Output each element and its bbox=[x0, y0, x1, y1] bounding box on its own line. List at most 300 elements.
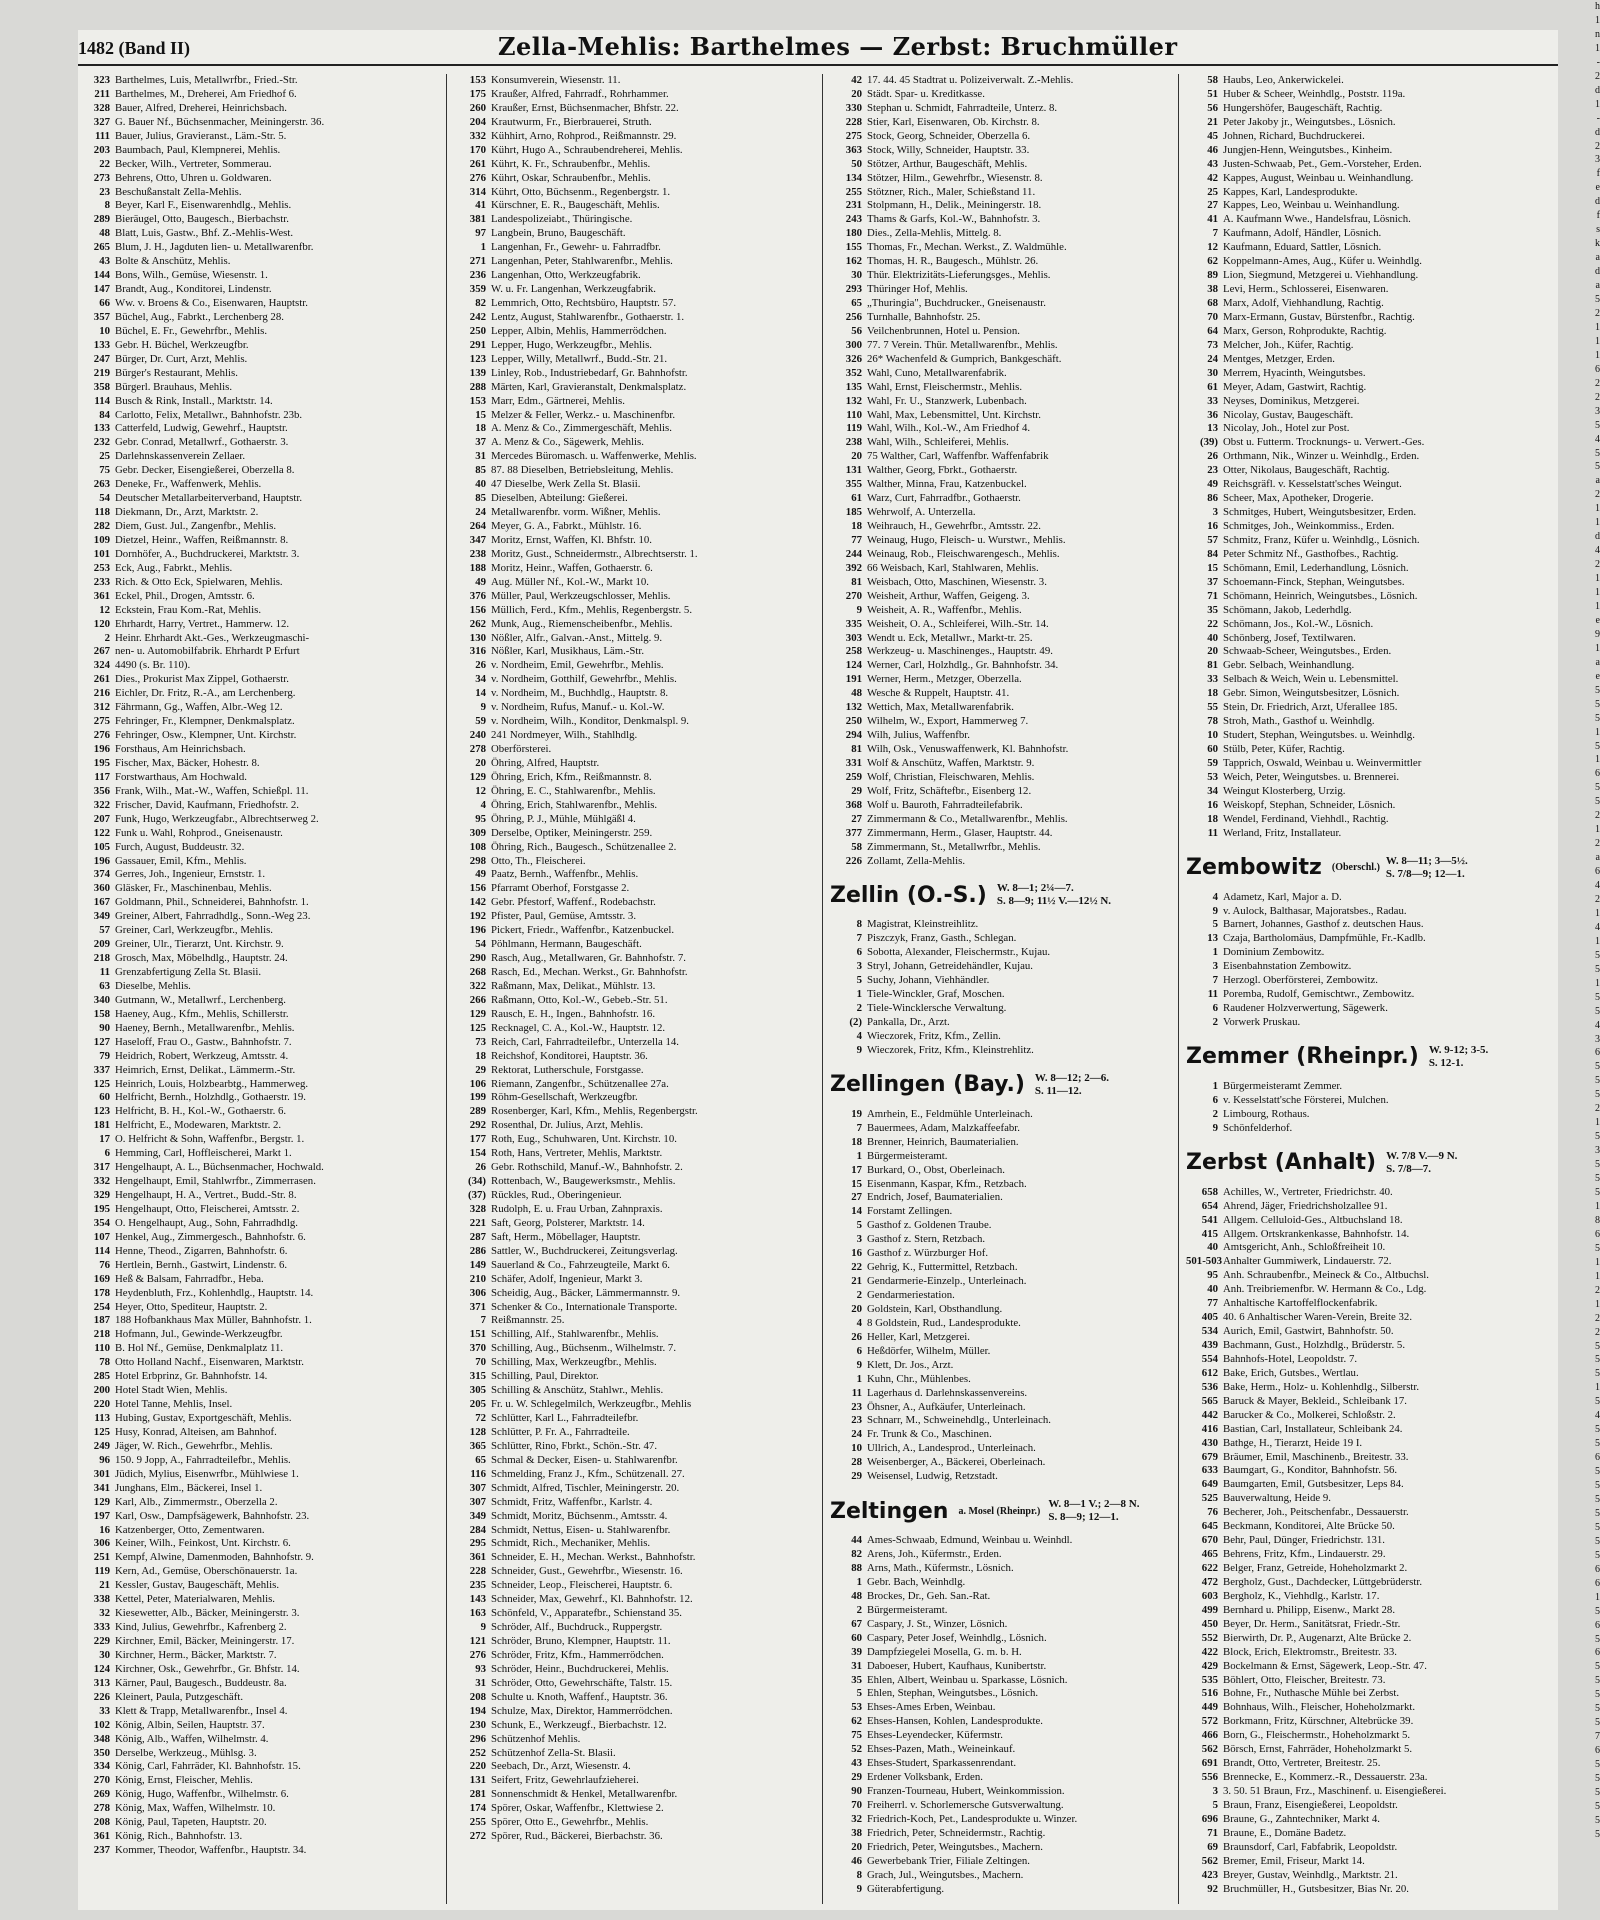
list-item bbox=[1186, 1451, 1556, 1465]
entry-number: 439 bbox=[1201, 1339, 1218, 1351]
entry-number: 261 bbox=[469, 157, 486, 170]
edge-glyph: 6 bbox=[1595, 1047, 1600, 1059]
entry-number: 337 bbox=[93, 1063, 110, 1076]
list-item bbox=[78, 701, 434, 715]
entry-text: Stötzer, Arthur, Baugeschäft, Mehlis. bbox=[867, 157, 1028, 170]
edge-glyph: 2 bbox=[1595, 1312, 1600, 1324]
entry-number: 289 bbox=[469, 1105, 486, 1118]
entry-number: 226 bbox=[845, 854, 862, 867]
entry-number: 34 bbox=[1207, 784, 1218, 797]
edge-glyph: e bbox=[1595, 614, 1600, 626]
list-item bbox=[1186, 1604, 1556, 1618]
list-item bbox=[1186, 325, 1556, 339]
entry-text: Kärner, Paul, Baugesch., Buddeustr. 8a. bbox=[115, 1676, 287, 1689]
list-item bbox=[78, 952, 434, 966]
entry-text: Gendarmerie-Einzelp., Unterleinach. bbox=[867, 1275, 1027, 1288]
column-3 bbox=[830, 74, 1186, 1906]
section-title: Zellin (O.-S.) bbox=[830, 882, 987, 908]
list-item bbox=[830, 1632, 1186, 1646]
hours-weekday: W. 8—12; 2—6. bbox=[1034, 1071, 1110, 1084]
entry-number: 7 bbox=[480, 1314, 486, 1327]
entry-text: Thomas, Fr., Mechan. Werkst., Z. Waldmühle. bbox=[867, 241, 1067, 254]
entry-text: Heßdörfer, Wilhelm, Müller. bbox=[867, 1344, 991, 1357]
entry-number: 381 bbox=[469, 213, 486, 226]
entry-number: 60 bbox=[99, 1091, 110, 1104]
entry-text: Breyer, Gustav, Weinhdlg., Marktstr. 21. bbox=[1223, 1868, 1398, 1881]
entry-number: 53 bbox=[1207, 770, 1218, 783]
entry-text: Schilling, Alf., Stahlwarenfbr., Mehlis. bbox=[491, 1328, 659, 1341]
entry-number: 323 bbox=[93, 74, 110, 86]
entry-text: Heinrich, Louis, Holzbearbtg., Hammerweg. bbox=[115, 1077, 309, 1090]
entry-text: Öhring, E. C., Stahlwarenfbr., Mehlis. bbox=[491, 784, 656, 797]
list-item bbox=[1186, 548, 1556, 562]
entry-number: 151 bbox=[469, 1328, 486, 1341]
entry-text: Hungershöfer, Baugeschäft, Rachtig. bbox=[1223, 101, 1383, 114]
entry-text: König, Albin, Seilen, Hauptstr. 37. bbox=[115, 1718, 265, 1731]
edge-glyph: f bbox=[1596, 210, 1600, 222]
entry-number: 371 bbox=[469, 1300, 486, 1313]
entry-number: 102 bbox=[93, 1718, 110, 1731]
entry-number: 244 bbox=[845, 547, 862, 560]
entry-text: Schmitges, Hubert, Weingutsbesitzer, Erden. bbox=[1223, 506, 1417, 519]
list-item bbox=[830, 339, 1186, 353]
entry-text: Hotel Tanne, Mehlis, Insel. bbox=[115, 1398, 233, 1411]
list-item bbox=[830, 116, 1186, 130]
list-item bbox=[830, 1604, 1186, 1618]
entry-number: 143 bbox=[469, 1593, 486, 1606]
entry-text: Friedrich-Koch, Pet., Landesprodukte u. Winzer. bbox=[867, 1812, 1078, 1825]
list-item bbox=[1186, 1757, 1556, 1771]
entry-text: Orthmann, Nik., Winzer u. Weinhdlg., Erden. bbox=[1223, 450, 1420, 463]
entry-text: Peter Jakoby jr., Weingutsbes., Lösnich. bbox=[1223, 115, 1396, 128]
entry-number: 73 bbox=[475, 1035, 486, 1048]
entry-number: 235 bbox=[469, 1579, 486, 1592]
entry-text: Bierwirth, Dr. P., Augenarzt, Alte Brücke 2. bbox=[1223, 1631, 1412, 1644]
entry-number: (37) bbox=[468, 1189, 486, 1201]
entry-number: 210 bbox=[469, 1272, 486, 1285]
entry-number: 338 bbox=[93, 1593, 110, 1606]
list-item bbox=[1186, 632, 1556, 646]
entry-text: Schilling & Anschütz, Stahlwr., Mehlis. bbox=[491, 1384, 664, 1397]
entry-text: Hengelhaupt, Emil, Stahlwrfbr., Zimmerrasen. bbox=[115, 1175, 316, 1188]
list-item bbox=[1186, 1869, 1556, 1883]
entry-number: 88 bbox=[851, 1562, 862, 1574]
entry-number: 256 bbox=[845, 310, 862, 323]
list-item bbox=[830, 381, 1186, 395]
entry-number: 266 bbox=[469, 993, 486, 1006]
list-item bbox=[830, 506, 1186, 520]
entry-number: 6 bbox=[104, 1147, 110, 1160]
entry-number: 307 bbox=[469, 1481, 486, 1494]
edge-glyph: 5 bbox=[1595, 1173, 1600, 1185]
entry-number: 131 bbox=[845, 464, 862, 477]
entry-text: Jüdich, Mylius, Eisenwrfbr., Mühlwiese 1. bbox=[115, 1467, 299, 1480]
entry-number: 123 bbox=[469, 352, 486, 365]
list-item bbox=[1186, 1520, 1556, 1534]
list-item bbox=[1186, 255, 1556, 269]
list-item bbox=[454, 645, 810, 659]
entry-number: 368 bbox=[845, 798, 862, 811]
entry-number: 60 bbox=[851, 1631, 862, 1644]
list-item bbox=[830, 1646, 1186, 1660]
entry-text: Schunk, E., Werkzeugf., Bierbachstr. 12. bbox=[491, 1718, 667, 1731]
entry-number: 429 bbox=[1201, 1659, 1218, 1672]
list-item bbox=[1186, 974, 1556, 988]
entry-number: 49 bbox=[1207, 478, 1218, 491]
entry-number: 267 bbox=[93, 645, 110, 658]
entry-number: 66 bbox=[99, 297, 110, 309]
entry-text: Gebr. Simon, Weingutsbesitzer, Lösnich. bbox=[1223, 687, 1400, 700]
entry-number: 169 bbox=[93, 1272, 110, 1285]
entry-text: Barthelmes, Luis, Metallwrfbr., Fried.-Str. bbox=[115, 74, 298, 86]
edge-glyph: 2 bbox=[1595, 70, 1600, 82]
entry-number: 61 bbox=[1207, 380, 1218, 393]
section-heading-zembowitz bbox=[1186, 851, 1556, 885]
entry-number: 238 bbox=[469, 547, 486, 560]
list-item bbox=[454, 562, 810, 576]
entry-text: Bruchmüller, H., Gutsbesitzer, Bias Nr. 20. bbox=[1223, 1882, 1409, 1895]
entry-number: 75 bbox=[99, 464, 110, 477]
entry-text: v. Nordheim, Emil, Gewehrfbr., Mehlis. bbox=[491, 659, 664, 672]
entry-number: 11 bbox=[1207, 826, 1218, 839]
edge-glyph: d bbox=[1595, 266, 1600, 278]
entry-number: 142 bbox=[469, 896, 486, 909]
entry-text: A. Menz & Co., Zimmergeschäft, Mehlis. bbox=[491, 422, 672, 435]
entry-number: 41 bbox=[475, 199, 486, 212]
list-item bbox=[1186, 1743, 1556, 1757]
entry-number: 96 bbox=[99, 1453, 110, 1466]
entry-text: Kappes, Karl, Landesprodukte. bbox=[1223, 185, 1358, 198]
entry-text: Rosenberger, Karl, Kfm., Mehlis, Regenbergstr. bbox=[491, 1105, 698, 1118]
list-item bbox=[78, 1774, 434, 1788]
list-item bbox=[830, 1687, 1186, 1701]
list-item bbox=[830, 1799, 1186, 1813]
entry-number: 361 bbox=[93, 1830, 110, 1843]
entry-text: Barnert, Johannes, Gasthof z. deutschen Haus. bbox=[1223, 918, 1424, 931]
list-item bbox=[1186, 1646, 1556, 1660]
list-item bbox=[1186, 492, 1556, 506]
entry-text: Becherer, Joh., Peitschenfabr., Dessauerstr. bbox=[1223, 1506, 1409, 1519]
list-item bbox=[78, 144, 434, 158]
entry-number: 86 bbox=[1207, 492, 1218, 505]
entry-number: 8 bbox=[856, 918, 862, 931]
entry-number: 81 bbox=[1207, 659, 1218, 672]
entry-number: 205 bbox=[469, 1398, 486, 1411]
entry-number: 228 bbox=[469, 1565, 486, 1578]
list-item bbox=[1186, 381, 1556, 395]
entry-text: Studert, Stephan, Weingutsbes. u. Weinhdlg. bbox=[1223, 729, 1415, 742]
entry-number: 106 bbox=[469, 1077, 486, 1090]
entry-number: 65 bbox=[475, 1453, 486, 1466]
list-item bbox=[454, 1259, 810, 1273]
edge-glyph: 1 bbox=[1595, 573, 1600, 585]
entry-text: Wendt u. Eck, Metallwr., Markt-tr. 25. bbox=[867, 631, 1033, 644]
entry-text: Schnarr, M., Schweinehdlg., Unterleinach. bbox=[867, 1414, 1051, 1427]
entry-number: 18 bbox=[851, 1135, 862, 1148]
entry-text: Amrhein, E., Feldmühle Unterleinach. bbox=[867, 1107, 1033, 1120]
entry-number: 622 bbox=[1201, 1562, 1218, 1574]
edge-glyph: 8 bbox=[1595, 1214, 1600, 1226]
entry-number: 232 bbox=[93, 436, 110, 449]
entry-text: Baruck & Mayer, Bekleid., Schleibank 17. bbox=[1223, 1394, 1407, 1407]
entry-text: Johnen, Richard, Buchdruckerei. bbox=[1223, 129, 1365, 142]
entry-number: 10 bbox=[1207, 729, 1218, 742]
entry-number: 679 bbox=[1201, 1450, 1218, 1463]
entry-text: Born, G., Fleischermstr., Hoheholzmarkt 5. bbox=[1223, 1729, 1411, 1742]
entry-text: Schenker & Co., Internationale Transporte. bbox=[491, 1300, 678, 1313]
section-heading-zellin bbox=[830, 878, 1186, 912]
list-item bbox=[78, 1175, 434, 1189]
entry-text: Bohnhaus, Wilh., Fleischer, Hoheholzmarkt. bbox=[1223, 1701, 1416, 1714]
entry-number: 153 bbox=[469, 394, 486, 407]
entry-number: 15 bbox=[1207, 561, 1218, 574]
list-item bbox=[78, 213, 434, 227]
entry-number: 84 bbox=[99, 408, 110, 421]
entry-text: Schmelding, Franz J., Kfm., Schützenall. 27. bbox=[491, 1467, 685, 1480]
entry-number: 31 bbox=[475, 1676, 486, 1689]
entry-number: 54 bbox=[475, 938, 486, 951]
entry-text: Rottenbach, W., Baugewerksmstr., Mehlis. bbox=[491, 1175, 676, 1188]
edge-glyph: 5 bbox=[1595, 1438, 1600, 1450]
list-item bbox=[454, 1064, 810, 1078]
entry-text: Eckel, Phil., Drogen, Amtsstr. 6. bbox=[115, 589, 255, 602]
entry-number: 2 bbox=[856, 1289, 862, 1301]
entry-text: Schmitges, Joh., Weinkommiss., Erden. bbox=[1223, 520, 1395, 532]
entry-text: Henkel, Aug., Zimmergesch., Bahnhofstr. 6. bbox=[115, 1230, 306, 1243]
list-item bbox=[454, 1593, 810, 1607]
entry-text: Schönberg, Josef, Textilwaren. bbox=[1223, 631, 1356, 644]
entry-number: 603 bbox=[1201, 1589, 1218, 1602]
entry-number: 156 bbox=[469, 603, 486, 616]
entry-number: 48 bbox=[851, 687, 862, 700]
list-item bbox=[830, 1164, 1186, 1178]
entry-number: 97 bbox=[475, 227, 486, 240]
list-item bbox=[1186, 1785, 1556, 1799]
list-item bbox=[78, 1022, 434, 1036]
entry-text: Marr, Edm., Gärtnerei, Mehlis. bbox=[491, 394, 625, 407]
entry-number: 300 bbox=[845, 338, 862, 351]
edge-glyph: 1 bbox=[1595, 726, 1600, 738]
entry-text: Dieselben, Abteilung: Gießerei. bbox=[491, 492, 628, 505]
list-item bbox=[1186, 1297, 1556, 1311]
entry-number: 144 bbox=[93, 269, 110, 282]
list-item bbox=[78, 311, 434, 325]
list-item bbox=[454, 241, 810, 255]
edge-glyph: 1 bbox=[1595, 1382, 1600, 1394]
entry-text: Erdener Volksbank, Erden. bbox=[867, 1771, 983, 1784]
entry-text: Braune, E., Domäne Badetz. bbox=[1223, 1826, 1347, 1839]
list-item bbox=[454, 74, 810, 88]
edge-glyph: 1 bbox=[1595, 935, 1600, 947]
entry-text: Kettel, Peter, Materialwaren, Mehlis. bbox=[115, 1593, 275, 1606]
list-item bbox=[454, 729, 810, 743]
list-zella-continued bbox=[830, 74, 1186, 868]
entry-text: Heller, Karl, Metzgerei. bbox=[867, 1330, 970, 1343]
entry-text: Busch & Rink, Install., Marktstr. 14. bbox=[115, 394, 273, 407]
edge-glyph: 5 bbox=[1595, 1396, 1600, 1408]
list-item bbox=[454, 311, 810, 325]
list-item bbox=[78, 1496, 434, 1510]
entry-number: 231 bbox=[845, 199, 862, 212]
entry-number: 118 bbox=[94, 506, 110, 519]
entry-text: Kessler, Gustav, Baugeschäft, Mehlis. bbox=[115, 1579, 280, 1592]
entry-number: 95 bbox=[1207, 1269, 1218, 1282]
edge-glyph: 1 bbox=[1595, 754, 1600, 766]
list-item bbox=[454, 1356, 810, 1370]
list-item bbox=[454, 367, 810, 381]
entry-number: 329 bbox=[93, 1189, 110, 1201]
list-item bbox=[78, 1733, 434, 1747]
list-item bbox=[78, 1524, 434, 1538]
list-item bbox=[78, 1161, 434, 1175]
entry-number: 81 bbox=[851, 575, 862, 588]
list-item bbox=[1186, 186, 1556, 200]
entry-text: Schmal & Decker, Eisen- u. Stahlwarenfbr. bbox=[491, 1453, 678, 1466]
entry-text: Gehrig, K., Futtermittel, Retzbach. bbox=[867, 1261, 1018, 1274]
list-item bbox=[830, 918, 1186, 932]
entry-text: Haeney, Aug., Kfm., Mehlis, Schillerstr. bbox=[115, 1007, 289, 1020]
edge-glyph: 4 bbox=[1595, 1019, 1600, 1031]
entry-text: Schlütter, P. Fr. A., Fahrradteile. bbox=[491, 1425, 630, 1438]
entry-number: 196 bbox=[93, 854, 110, 867]
entry-text: Bürgermeisteramt Zemmer. bbox=[1223, 1079, 1343, 1092]
entry-number: 361 bbox=[93, 589, 110, 602]
hours-sunday: S. 7/8—9; 12—1. bbox=[1385, 867, 1465, 880]
entry-number: 22 bbox=[99, 157, 110, 170]
list-item bbox=[454, 436, 810, 450]
entry-text: Gassauer, Emil, Kfm., Mehlis. bbox=[115, 854, 247, 867]
entry-number: 278 bbox=[469, 743, 486, 755]
edge-glyph: 1 bbox=[1595, 335, 1600, 347]
entry-text: Deutscher Metallarbeiterverband, Hauptstr. bbox=[115, 492, 303, 505]
list-item bbox=[454, 283, 810, 297]
list-item bbox=[830, 1660, 1186, 1674]
entry-number: 22 bbox=[851, 1261, 862, 1274]
section-title: Zerbst (Anhalt) bbox=[1186, 1150, 1377, 1176]
list-item bbox=[830, 395, 1186, 409]
list-item bbox=[1186, 1674, 1556, 1688]
entry-number: 119 bbox=[846, 422, 862, 435]
entry-text: Rasch, Ed., Mechan. Werkst., Gr. Bahnhofstr. bbox=[491, 966, 688, 978]
entry-text: Bergholz, K., Viehhdlg., Karlstr. 17. bbox=[1223, 1589, 1380, 1602]
entry-text: Ehses-Ames Erben, Weinbau. bbox=[867, 1701, 996, 1714]
entry-number: 131 bbox=[469, 1774, 486, 1787]
entry-text: Kührt, Oskar, Schraubenfbr., Mehlis. bbox=[491, 171, 651, 184]
entry-number: 18 bbox=[1207, 812, 1218, 825]
entry-text: Bake, Erich, Gutsbes., Wertlau. bbox=[1223, 1366, 1359, 1379]
list-item bbox=[1186, 339, 1556, 353]
list-item bbox=[454, 1370, 810, 1384]
list-item bbox=[830, 687, 1186, 701]
edge-glyph: 5 bbox=[1595, 712, 1600, 724]
entry-number: 326 bbox=[845, 352, 862, 365]
list-item bbox=[1186, 1409, 1556, 1423]
entry-number: 286 bbox=[469, 1244, 486, 1257]
entry-number: 9 bbox=[856, 1043, 862, 1056]
entry-number: 57 bbox=[1207, 533, 1218, 546]
entry-text: Magistrat, Kleinstreihlitz. bbox=[867, 918, 979, 931]
entry-text: Büchel, E. Fr., Gewehrfbr., Mehlis. bbox=[115, 324, 268, 337]
list-item bbox=[78, 492, 434, 506]
entry-number: 3 bbox=[1212, 960, 1218, 973]
entry-number: 208 bbox=[93, 1816, 110, 1829]
entry-number: 119 bbox=[94, 1565, 110, 1578]
entry-text: Linley, Rob., Industriebedarf, Gr. Bahnhofstr. bbox=[491, 366, 688, 379]
entry-number: 230 bbox=[469, 1718, 486, 1731]
list-item bbox=[78, 534, 434, 548]
list-item bbox=[78, 1440, 434, 1454]
entry-number: 73 bbox=[1207, 338, 1218, 351]
edge-glyph: 5 bbox=[1595, 1787, 1600, 1798]
edge-glyph: 2 bbox=[1595, 1284, 1600, 1296]
entry-number: 188 bbox=[469, 561, 486, 574]
entry-number: 31 bbox=[851, 1659, 862, 1672]
hours-sunday: S. 12-1. bbox=[1428, 1056, 1464, 1069]
list-item bbox=[830, 1813, 1186, 1827]
entry-text: Meyer, Adam, Gastwirt, Rachtig. bbox=[1223, 380, 1367, 393]
list-item bbox=[78, 1426, 434, 1440]
list-zellin bbox=[830, 918, 1186, 1057]
edge-glyph: 9 bbox=[1595, 628, 1600, 640]
section-title: Zellingen (Bay.) bbox=[830, 1072, 1025, 1098]
entry-number: 40 bbox=[475, 478, 486, 491]
list-item bbox=[78, 1370, 434, 1384]
entry-text: Kirchner, Herm., Bäcker, Marktstr. 7. bbox=[115, 1648, 277, 1661]
entry-number: (34) bbox=[468, 1175, 486, 1188]
entry-number: 132 bbox=[845, 394, 862, 407]
entry-text: Gebr. Selbach, Weinhandlung. bbox=[1223, 659, 1355, 672]
entry-number: 125 bbox=[469, 1021, 486, 1034]
entry-text: Bürger's Restaurant, Mehlis. bbox=[115, 366, 238, 379]
entry-number: 307 bbox=[469, 1495, 486, 1508]
list-item bbox=[830, 1701, 1186, 1715]
list-item bbox=[830, 534, 1186, 548]
entry-text: 26* Wachenfeld & Gumprich, Bankgeschäft. bbox=[867, 352, 1062, 365]
list-item bbox=[78, 1259, 434, 1273]
list-item bbox=[1186, 395, 1556, 409]
edge-glyph: 5 bbox=[1595, 1661, 1600, 1673]
list-item bbox=[78, 1189, 434, 1203]
entry-number: 258 bbox=[845, 645, 862, 658]
entry-number: 237 bbox=[93, 1844, 110, 1857]
edge-glyph: 2 bbox=[1595, 559, 1600, 571]
entry-text: Rasch, Aug., Metallwaren, Gr. Bahnhofstr. 7. bbox=[491, 952, 686, 965]
entry-text: Kiesewetter, Alb., Bäcker, Meiningerstr. 3. bbox=[115, 1607, 300, 1620]
entry-text: Schmidt, Moritz, Büchsenm., Amtsstr. 4. bbox=[491, 1509, 668, 1522]
entry-text: Fr. Trunk & Co., Maschinen. bbox=[867, 1428, 992, 1441]
list-item bbox=[1186, 409, 1556, 423]
entry-text: Stötzer, Hilm., Gewehrfbr., Wiesenstr. 8. bbox=[867, 171, 1043, 184]
list-item bbox=[830, 241, 1186, 255]
list-item bbox=[1186, 1241, 1556, 1255]
list-item bbox=[830, 409, 1186, 423]
entry-number: 111 bbox=[94, 129, 110, 142]
list-item bbox=[78, 1551, 434, 1565]
entry-text: Barthelmes, M., Dreherei, Am Friedhof 6. bbox=[115, 87, 297, 100]
entry-number: 95 bbox=[475, 812, 486, 825]
entry-text: Helfricht, Bernh., Holzhdlg., Gothaerstr. 19. bbox=[115, 1091, 307, 1104]
entry-number: 449 bbox=[1201, 1701, 1218, 1714]
entry-text: Haseloff, Frau O., Gastw., Bahnhofstr. 7. bbox=[115, 1035, 292, 1048]
list-item bbox=[78, 1747, 434, 1761]
list-item bbox=[454, 409, 810, 423]
hours-weekday: W. 9-12; 3-5. bbox=[1428, 1043, 1489, 1056]
entry-text: Kappes, Leo, Weinbau u. Weinhandlung. bbox=[1223, 199, 1400, 212]
entry-number: 22 bbox=[1207, 617, 1218, 630]
list-item bbox=[1186, 1562, 1556, 1576]
entry-number: 76 bbox=[1207, 1506, 1218, 1519]
list-item bbox=[830, 604, 1186, 618]
